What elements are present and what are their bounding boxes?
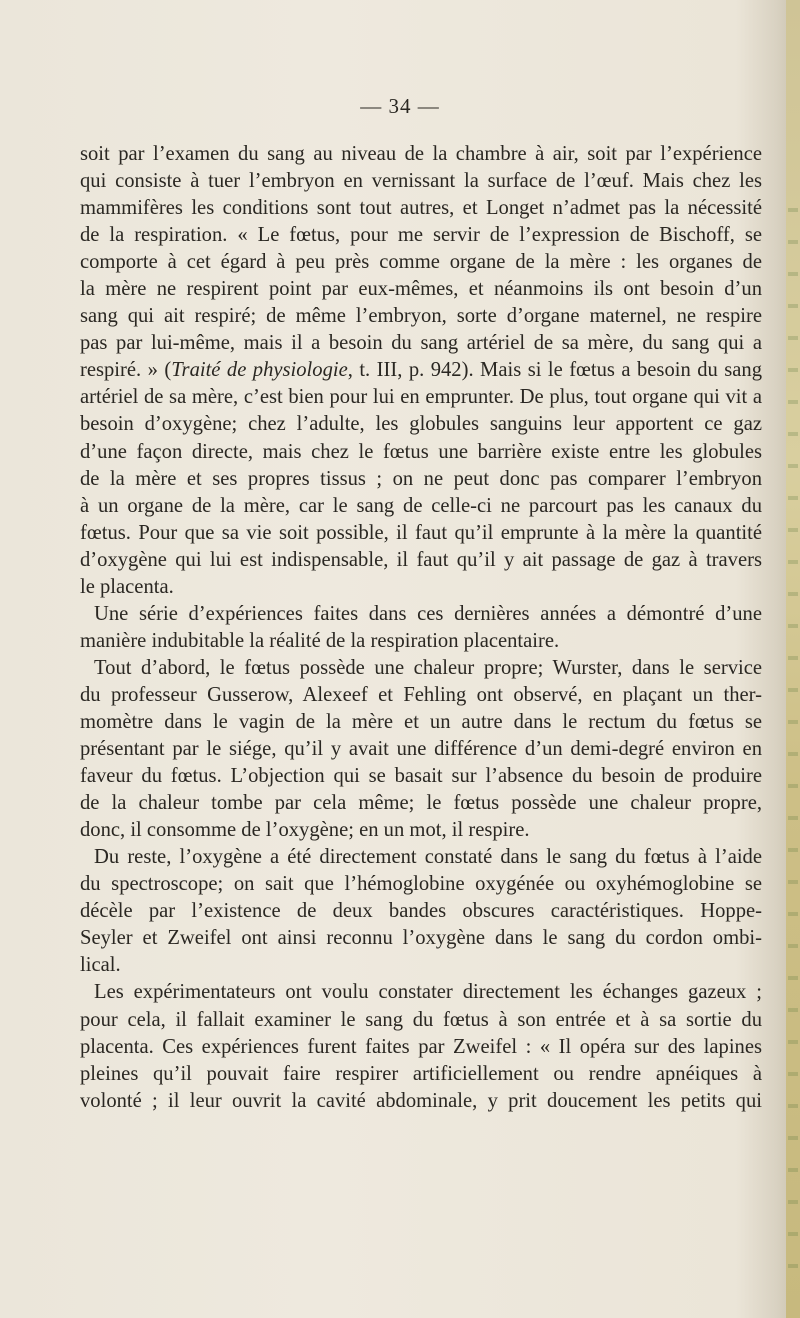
text-line: Tout d’abord, le fœtus possède une chaleur propre; Wurster, dans le service	[94, 656, 762, 679]
text-line: placenta. Ces expériences furent faites par Zweifel : « Il opéra sur des lapines	[80, 1035, 762, 1058]
cited-title: Traité de physiologie	[171, 359, 348, 382]
text-line: qui consiste à tuer l’embryon en vernissant la surface de l’œuf. Mais chez les	[80, 170, 762, 193]
page-edge-stains	[788, 180, 798, 1280]
text-line: donc, il consomme de l’oxygène; en un mot, il respire.	[80, 819, 530, 842]
text-line: du spectroscope; on sait que l’hémoglobine oxygénée ou oxyhémoglobine se	[80, 873, 762, 896]
text-line: la mère ne respirent point par eux-mêmes, et néanmoins ils ont besoin d’un	[80, 278, 762, 301]
text-line: momètre dans le vagin de la mère et un autre dans le rectum du fœtus se	[80, 710, 762, 733]
text-line: mammifères les conditions sont tout autres, et Longet n’admet pas la nécessité	[80, 197, 762, 220]
text-line: artériel de sa mère, c’est bien pour lui en emprunter. De plus, tout organe qui vit a	[80, 386, 762, 409]
text-line: Une série d’expériences faites dans ces dernières années a démontré d’une	[94, 602, 762, 625]
text-line: d’une façon directe, mais chez le fœtus une barrière existe entre les globules	[80, 440, 762, 463]
text-line: manière indubitable la réalité de la respiration placentaire.	[80, 629, 560, 652]
text-line: lical.	[80, 954, 121, 977]
text-line: présentant par le siége, qu’il y avait une différence d’un demi-degré environ en	[80, 738, 762, 761]
page-number: — 34 —	[360, 94, 440, 118]
text-line: d’oxygène qui lui est indispensable, il faut qu’il y ait passage de gaz à travers	[80, 548, 762, 571]
text-line: sang qui ait respiré; de même l’embryon, sorte d’organe maternel, ne respire	[80, 305, 762, 328]
text-line: pour cela, il fallait examiner le sang du fœtus à son entrée et à sa sortie du	[80, 1008, 762, 1031]
text-line: pas par lui-même, mais il a besoin du sang artériel de sa mère, du sang qui a	[80, 332, 762, 355]
text-line: soit par l’examen du sang au niveau de la chambre à air, soit par l’expérience	[80, 143, 762, 165]
text-line: de la mère et ses propres tissus ; on ne peut donc pas comparer l’embryon	[80, 467, 762, 490]
text-line: respiré. » (Traité de physiologie, t. III, p. 942). Mais si le fœtus a besoin du sang	[80, 359, 762, 382]
body-text	[80, 141, 762, 1115]
text-line: Les expérimentateurs ont voulu constater directement les échanges gazeux ;	[94, 981, 762, 1004]
text-line: pleines qu’il pouvait faire respirer artificiellement ou rendre apnéiques à	[80, 1062, 762, 1085]
text-line: comporte à cet égard à peu près comme organe de la mère : les organes de	[80, 251, 762, 274]
text-line: le placenta.	[80, 575, 174, 598]
text-line: du professeur Gusserow, Alexeef et Fehling ont observé, en plaçant un ther-	[80, 683, 762, 706]
text-line: volonté ; il leur ouvrit la cavité abdominale, y prit doucement les petits qui	[80, 1089, 762, 1112]
page-edge	[786, 0, 800, 1318]
text-line: Seyler et Zweifel ont ainsi reconnu l’oxygène dans le sang du cordon ombi-	[80, 927, 762, 950]
text-line: de la respiration. « Le fœtus, pour me servir de l’expression de Bischoff, se	[80, 224, 762, 247]
text-line: décèle par l’existence de deux bandes obscures caractéristiques. Hoppe-	[80, 900, 762, 923]
text-line: besoin d’oxygène; chez l’adulte, les globules sanguins leur apportent ce gaz	[80, 413, 762, 436]
text-line: de la chaleur tombe par cela même; le fœtus possède une chaleur propre,	[80, 792, 762, 815]
text-line: à un organe de la mère, car le sang de celle-ci ne parcourt pas les canaux du	[80, 494, 762, 517]
text-line: Du reste, l’oxygène a été directement constaté dans le sang du fœtus à l’aide	[94, 846, 762, 869]
text-line: fœtus. Pour que sa vie soit possible, il faut qu’il emprunte à la mère la quantité	[80, 521, 762, 544]
text-line: faveur du fœtus. L’objection qui se basait sur l’absence du besoin de produire	[80, 765, 762, 788]
